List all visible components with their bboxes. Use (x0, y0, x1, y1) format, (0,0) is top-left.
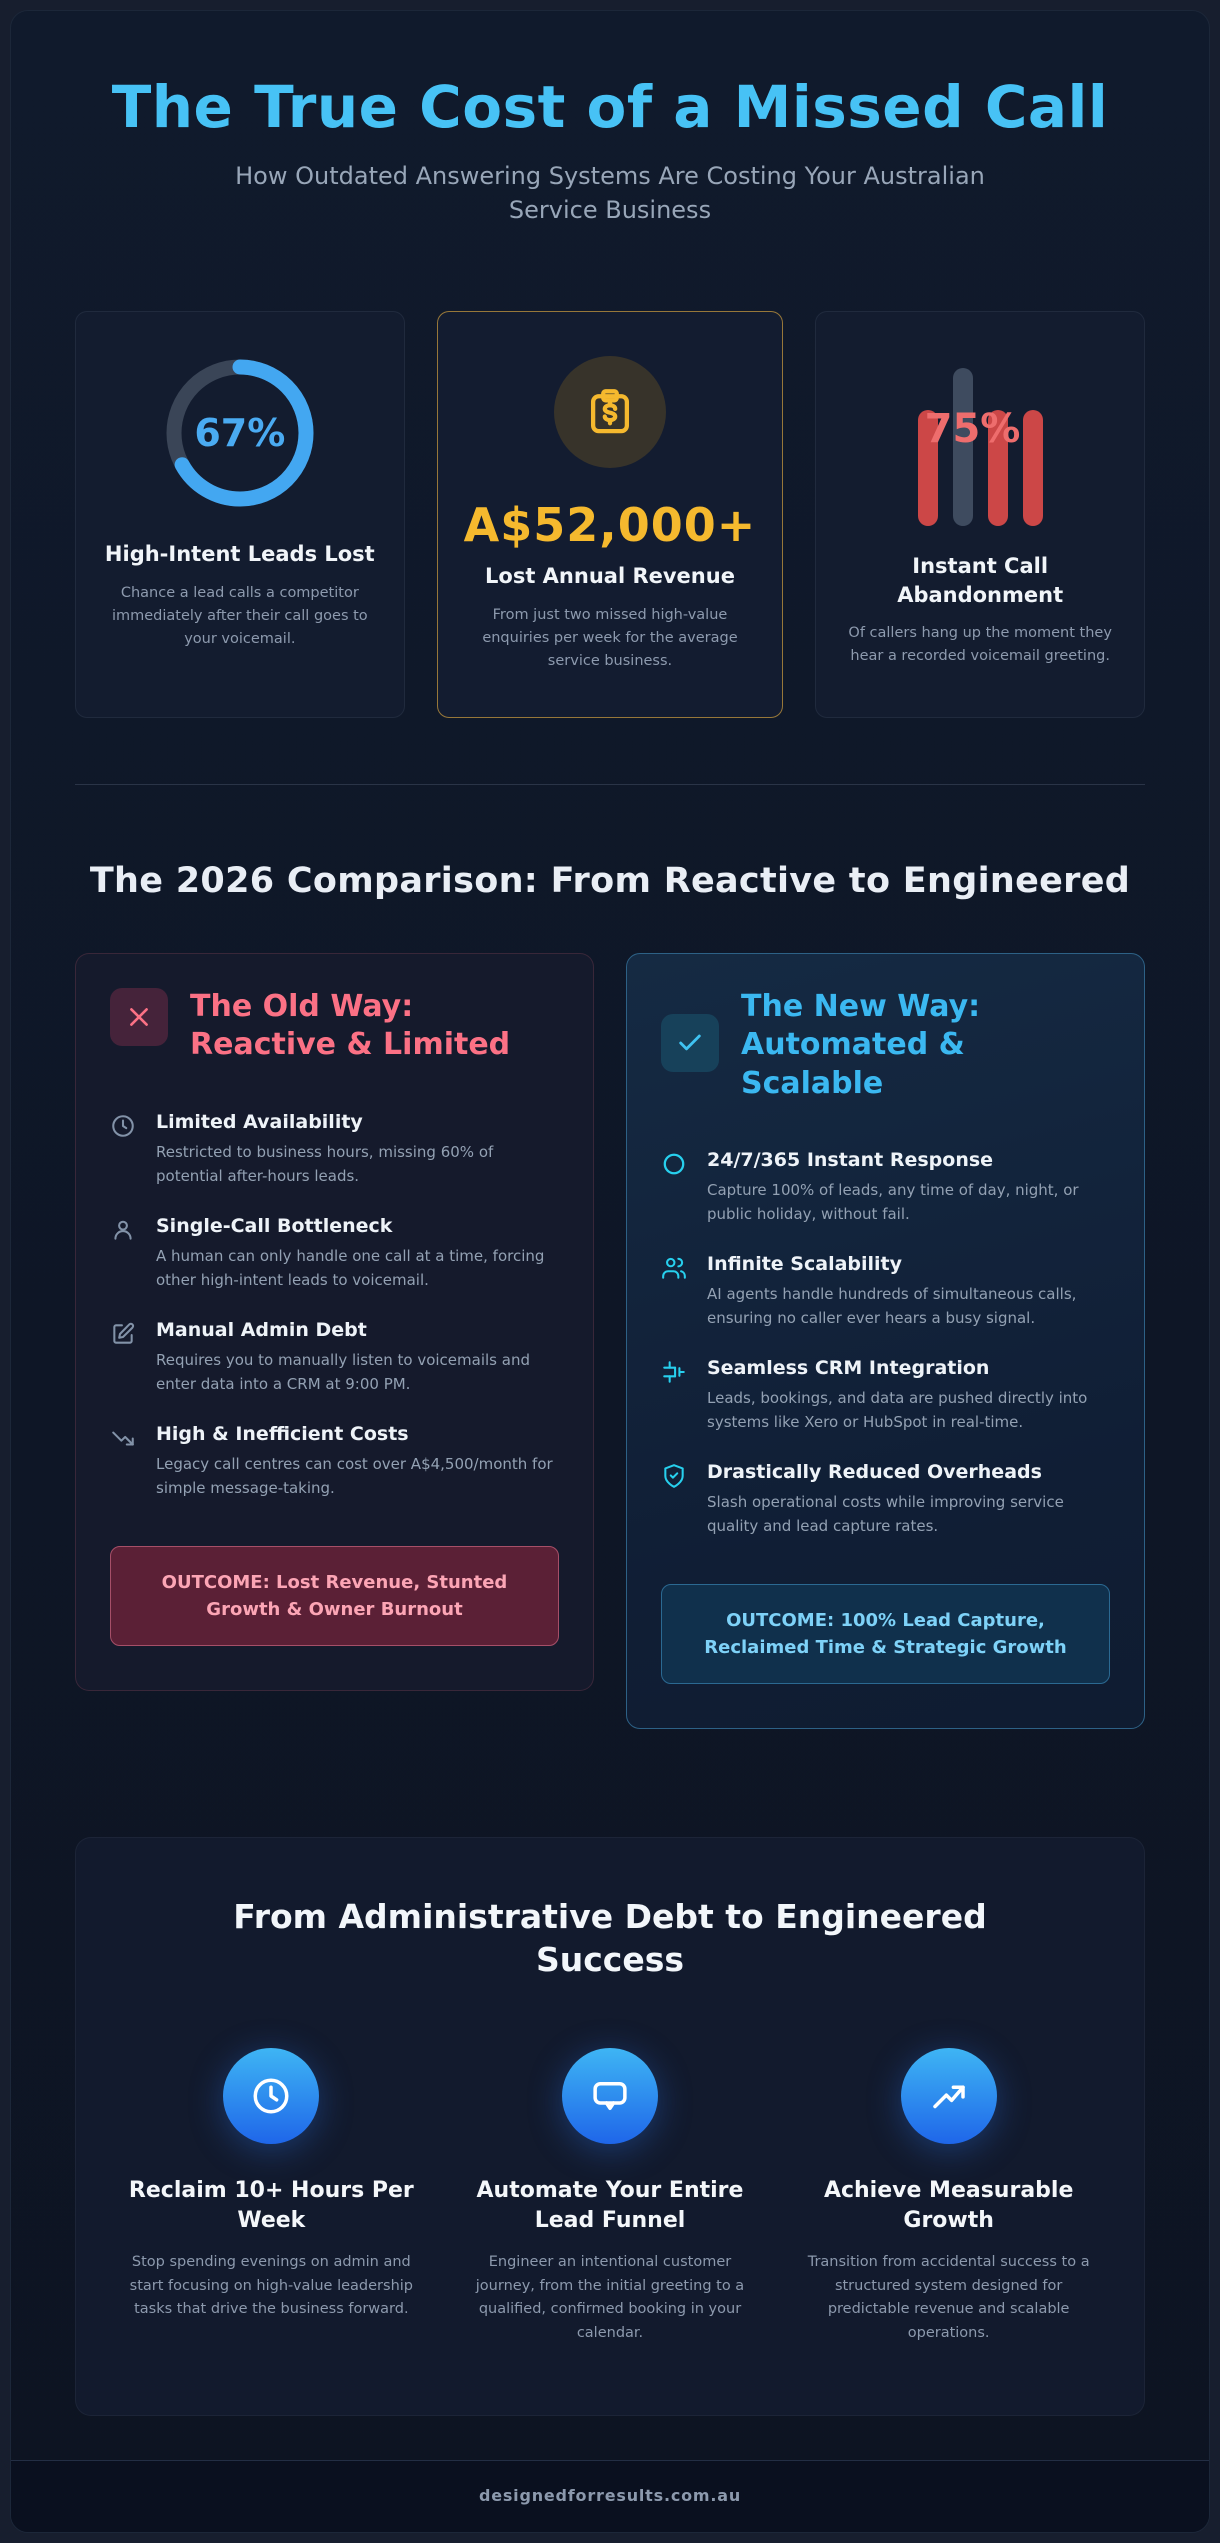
stat-description: From just two missed high-value enquiries per week for the average service business. (482, 606, 738, 669)
item-title: Single-Call Bottleneck (156, 1214, 393, 1237)
stat-card-call-abandonment (815, 311, 1145, 718)
section-divider (75, 784, 1145, 785)
list-item (110, 1111, 559, 1188)
new-way-outcome: OUTCOME: 100% Lead Capture, Reclaimed Time & Strategic Growth (661, 1584, 1110, 1684)
trending-down-icon (110, 1425, 136, 1500)
footer (11, 2460, 1209, 2532)
stat-title: High-Intent Leads Lost (104, 542, 375, 567)
benefits-card (75, 1837, 1145, 2416)
stat-value: A$52,000+ (463, 498, 757, 553)
page-subtitle: How Outdated Answering Systems Are Costing Your Australian Service Business (235, 162, 985, 225)
benefit-automate-funnel (463, 2048, 758, 2345)
list-item (661, 1253, 1110, 1330)
user-icon (110, 1217, 136, 1292)
old-way-outcome: OUTCOME: Lost Revenue, Stunted Growth & Owner Burnout (110, 1546, 559, 1646)
donut-chart (159, 352, 321, 514)
benefits-columns (124, 2048, 1096, 2345)
new-way-header (661, 988, 1110, 1103)
item-title: Seamless CRM Integration (707, 1357, 990, 1380)
stat-card-leads-lost (75, 311, 405, 718)
comparison-grid (11, 953, 1209, 1729)
stat-description: Of callers hang up the moment they hear a recorded voicemail greeting. (848, 624, 1112, 665)
footer-url-link[interactable]: designedforresults.com.au (478, 2486, 742, 2506)
item-description: Requires you to manually listen to voicemails and enter data into a CRM at 9:00 PM. (156, 1350, 530, 1393)
stat-card-lost-revenue (437, 311, 784, 718)
comparison-heading: The 2026 Comparison: From Reactive to Engineered (89, 861, 1131, 902)
clock-icon (110, 1113, 136, 1188)
bar-percent-label: 75% (924, 406, 1021, 453)
item-title: Infinite Scalability (707, 1253, 903, 1276)
money-badge (554, 356, 666, 468)
benefit-circle (901, 2048, 997, 2144)
item-description: A human can only handle one call at a time, forcing other high-intent leads to voicemail. (156, 1246, 545, 1289)
benefit-title: Reclaim 10+ Hours Per Week (128, 2178, 414, 2233)
benefit-measurable-growth (801, 2048, 1096, 2345)
check-icon (676, 1029, 704, 1057)
bar-chart (918, 354, 1043, 526)
header (11, 11, 1209, 227)
stat-description: Chance a lead calls a competitor immediately after their call goes to your voicemail. (111, 584, 368, 647)
item-title: 24/7/365 Instant Response (707, 1149, 994, 1172)
x-badge (110, 988, 168, 1046)
benefit-circle (562, 2048, 658, 2144)
page-title: The True Cost of a Missed Call (111, 73, 1109, 141)
stat-title: Instant Call Abandonment (897, 554, 1064, 607)
clock-icon (250, 2075, 292, 2117)
benefit-description: Transition from accidental success to a structured system designed for predictable revenue and scalable operations. (807, 2254, 1090, 2341)
list-item (110, 1319, 559, 1396)
stats-row (11, 311, 1209, 718)
item-description: Slash operational costs while improving service quality and lead capture rates. (707, 1493, 1064, 1536)
list-item (110, 1215, 559, 1292)
benefits-heading: From Administrative Debt to Engineered Success (233, 1897, 987, 1980)
item-description: Legacy call centres can cost over A$4,500/month for simple message-taking. (156, 1454, 553, 1497)
item-description: Capture 100% of leads, any time of day, night, or public holiday, without fail. (707, 1181, 1079, 1224)
users-icon (661, 1255, 687, 1330)
benefit-description: Stop spending evenings on admin and start focusing on high-value leadership tasks that drive the business forward. (129, 2254, 413, 2318)
check-badge (661, 1014, 719, 1072)
new-way-title: The New Way: Automated & Scalable (741, 989, 981, 1101)
item-title: High & Inefficient Costs (156, 1422, 409, 1445)
benefit-description: Engineer an intentional customer journey, from the initial greeting to a qualified, confirmed booking in your calendar. (475, 2254, 745, 2341)
benefit-circle (223, 2048, 319, 2144)
stat-title: Lost Annual Revenue (485, 564, 735, 589)
chat-bubble-icon (589, 2075, 631, 2117)
item-title: Manual Admin Debt (156, 1318, 367, 1341)
item-title: Limited Availability (156, 1110, 363, 1133)
infographic-page (10, 10, 1210, 2533)
shield-check-icon (661, 1463, 687, 1538)
list-item (110, 1423, 559, 1500)
old-way-title: The Old Way: Reactive & Limited (190, 989, 511, 1063)
item-description: Restricted to business hours, missing 60% of potential after-hours leads. (156, 1142, 494, 1185)
list-item (661, 1149, 1110, 1226)
crm-integration-icon (661, 1359, 687, 1434)
trending-up-icon (928, 2075, 970, 2117)
money-clipboard-icon (583, 385, 637, 439)
item-description: Leads, bookings, and data are pushed directly into systems like Xero or HubSpot in real-time. (707, 1389, 1088, 1432)
edit-icon (110, 1321, 136, 1396)
benefit-title: Achieve Measurable Growth (823, 2178, 1074, 2233)
item-title: Drastically Reduced Overheads (707, 1461, 1042, 1484)
new-way-items (661, 1149, 1110, 1538)
list-item (661, 1461, 1110, 1538)
donut-percent-label: 67% (194, 411, 286, 456)
benefit-reclaim-time (124, 2048, 419, 2345)
x-icon (126, 1004, 152, 1030)
benefit-title: Automate Your Entire Lead Funnel (476, 2178, 744, 2233)
new-way-card (626, 953, 1145, 1729)
circle-icon (661, 1151, 687, 1226)
old-way-header (110, 988, 559, 1065)
item-description: AI agents handle hundreds of simultaneous calls, ensuring no caller ever hears a busy signal. (707, 1285, 1077, 1328)
old-way-items (110, 1111, 559, 1500)
old-way-card (75, 953, 594, 1691)
bar (1023, 410, 1043, 526)
list-item (661, 1357, 1110, 1434)
